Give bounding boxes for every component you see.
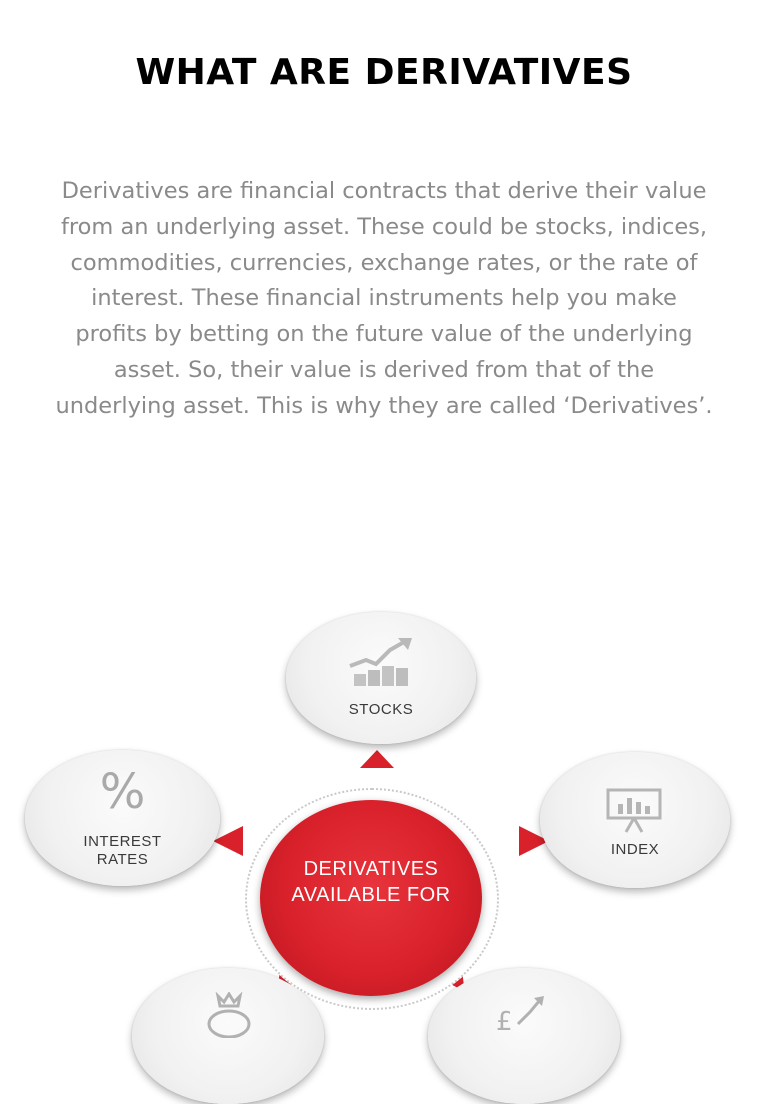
- page-title: WHAT ARE DERIVATIVES: [135, 52, 633, 93]
- index-label: INDEX: [610, 841, 660, 858]
- index-node: [540, 752, 730, 888]
- center-circle: [260, 800, 482, 996]
- presentation-board-icon: [604, 786, 664, 836]
- stocks-label: STOCKS: [348, 701, 414, 718]
- arrow-up-icon: [360, 750, 394, 768]
- money-bag-icon: [204, 992, 254, 1038]
- interest-rates-label-line1: INTEREST: [83, 833, 162, 850]
- stocks-growth-icon: [346, 636, 416, 688]
- commodities-node: [132, 968, 324, 1104]
- definition-paragraph: Derivatives are financial contracts that derive their value from an underlying asset. These could be stocks, indices, commodities, currencies, exchange rates, or the rate of interest. These financial instruments help you make profits by betting on the future value of the underlying asset. So, their value is derived from that of the underlying asset. This is why they are called ‘Derivatives’.: [55, 178, 713, 419]
- currency-trend-icon: [496, 994, 546, 1034]
- svg-text:£: £: [496, 1007, 513, 1034]
- interest-rates-label-line2: RATES: [96, 851, 149, 868]
- center-label-line2: AVAILABLE FOR: [291, 884, 451, 906]
- interest-rates-node: [25, 750, 220, 886]
- derivatives-diagram: [0, 590, 768, 1034]
- stocks-node: [286, 612, 476, 744]
- center-label-line1: DERIVATIVES: [303, 858, 439, 880]
- currencies-node: [428, 968, 620, 1104]
- percent-icon: %: [99, 764, 146, 820]
